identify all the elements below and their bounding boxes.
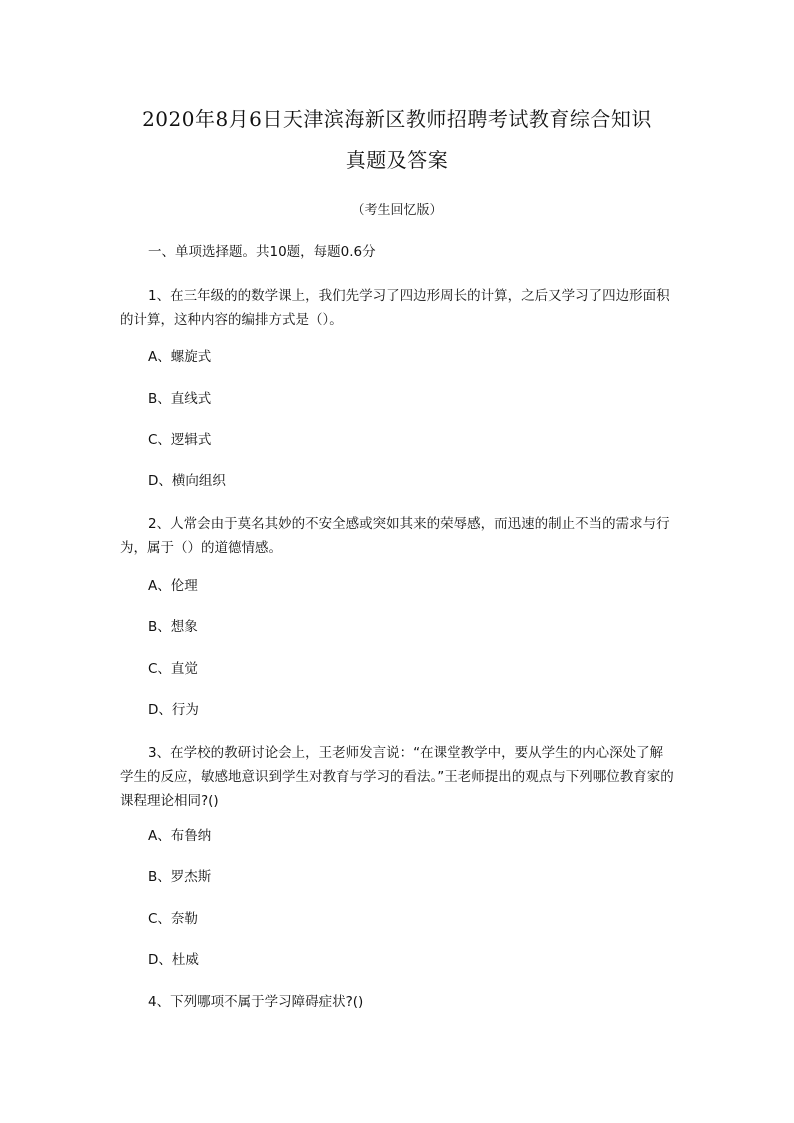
question-3-option-c: C、奈勒 bbox=[148, 911, 198, 927]
question-2-option-d: D、行为 bbox=[148, 702, 199, 718]
document-title-line-2: 真题及答案 bbox=[345, 148, 449, 172]
question-3-text: 3、在学校的教研讨论会上，王老师发言说：“在课堂教学中，要从学生的内心深处了解学生的反应，敏感地意识到学生对教育与学习的看法。”王老师提出的观点与下列哪位教育家的课程理论相同?() bbox=[120, 745, 674, 809]
question-1-text: 1、在三年级的的数学课上，我们先学习了四边形周长的计算，之后又学习了四边形面积的计算，这种内容的编排方式是（）。 bbox=[120, 288, 670, 328]
question-1-option-a: A、螺旋式 bbox=[148, 349, 212, 365]
question-2-option-c: C、直觉 bbox=[148, 661, 198, 677]
question-2-option-a: A、伦理 bbox=[148, 578, 198, 594]
question-2-option-b: B、想象 bbox=[148, 619, 198, 635]
document-subtitle: （考生回忆版） bbox=[351, 203, 443, 218]
question-1-option-c: C、逻辑式 bbox=[148, 432, 212, 448]
question-3-option-d: D、杜威 bbox=[148, 952, 199, 968]
document-title-line-1: 2020年8月6日天津滨海新区教师招聘考试教育综合知识 bbox=[142, 107, 652, 131]
question-3-option-b: B、罗杰斯 bbox=[148, 869, 212, 885]
question-1-option-b: B、直线式 bbox=[148, 391, 212, 407]
question-1-option-d: D、横向组织 bbox=[148, 473, 226, 489]
question-4-text: 4、下列哪项不属于学习障碍症状?() bbox=[148, 994, 364, 1010]
question-3-option-a: A、布鲁纳 bbox=[148, 828, 212, 844]
section-heading: 一、单项选择题。共10题，每题0.6分 bbox=[148, 244, 376, 260]
question-2-text: 2、人常会由于莫名其妙的不安全感或突如其来的荣辱感，而迅速的制止不当的需求与行为，属于（）的道德情感。 bbox=[120, 516, 670, 556]
